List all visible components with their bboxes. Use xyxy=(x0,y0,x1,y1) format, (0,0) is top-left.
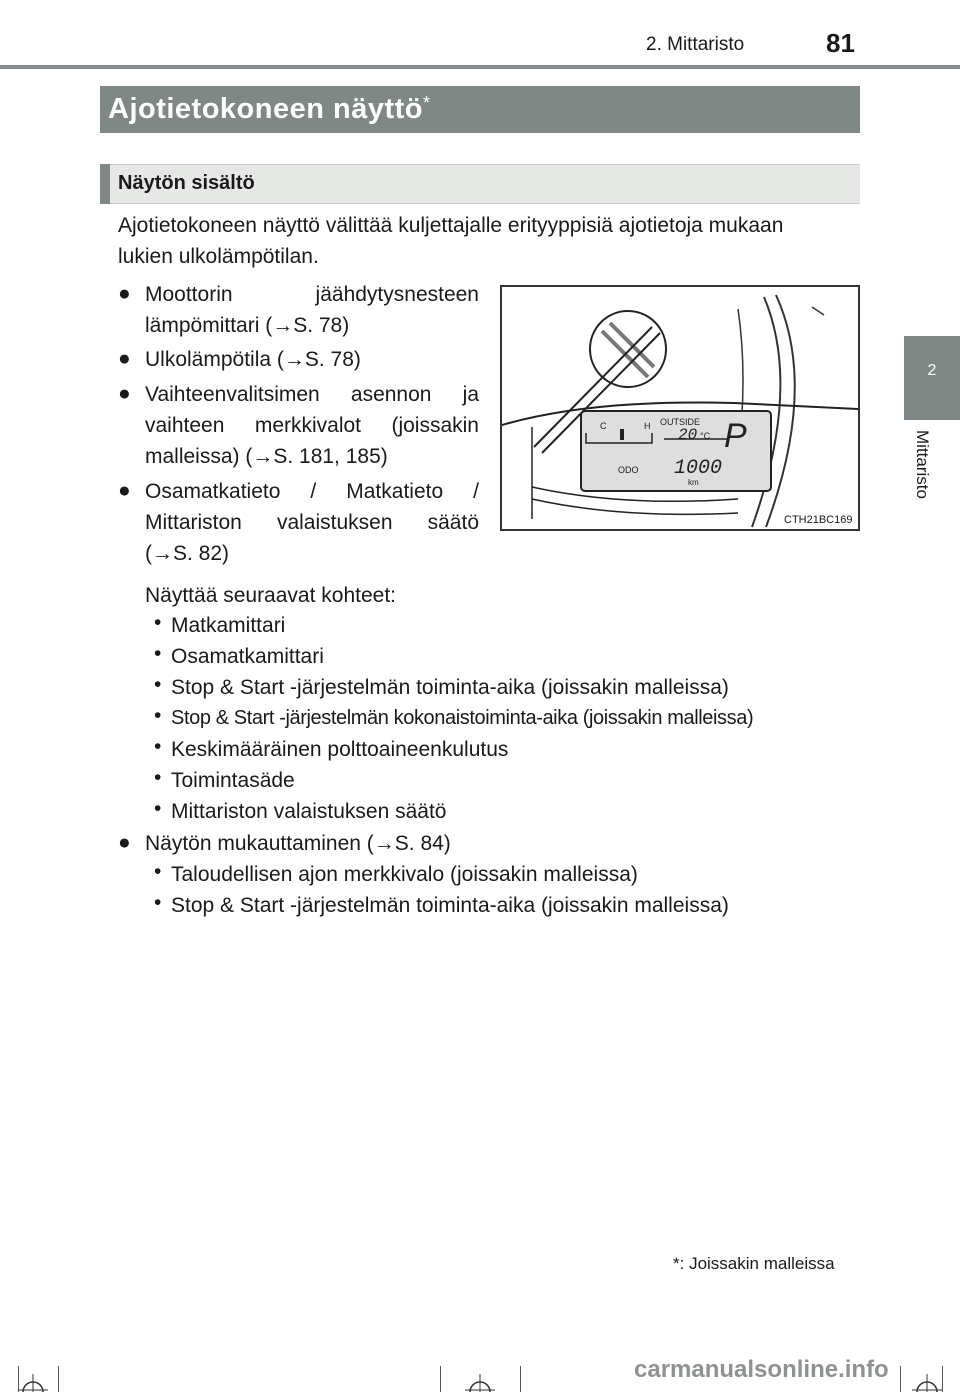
customize-label: Näytön mukauttaminen (→S. 84) xyxy=(145,832,451,855)
crop-mark xyxy=(942,1366,943,1392)
item-3-line-3: malleissa) (→S. 181, 185) xyxy=(145,445,388,468)
temp-c-label: C xyxy=(600,421,607,431)
intro-line-2: lukien ulkolämpötilan. xyxy=(118,245,319,268)
outside-temp: 20 xyxy=(678,426,698,444)
footnote-text: : Joissakin malleissa xyxy=(679,1254,835,1273)
instrument-cluster-figure xyxy=(500,285,860,531)
odo-label: ODO xyxy=(618,465,639,475)
side-tab-label: Mittaristo xyxy=(913,430,932,499)
item-3-line-1: Vaihteenvalitsimen asennon ja xyxy=(145,383,479,406)
chapter-title: 2. Mittaristo xyxy=(646,34,745,55)
page-title xyxy=(108,93,431,126)
shows-item: Mittariston valaistuksen säätö xyxy=(171,800,447,823)
header-divider xyxy=(0,65,960,69)
shows-item: Matkamittari xyxy=(171,614,286,637)
crop-mark xyxy=(520,1366,521,1392)
footnote xyxy=(673,1254,835,1274)
shows-item: Stop & Start -järjestelmän toiminta-aika (joissakin malleissa) xyxy=(171,676,729,699)
item-4-line-3: (→S. 82) xyxy=(145,542,230,565)
shows-item: Stop & Start -järjestelmän kokonaistoiminta-aika (joissakin malleissa) xyxy=(171,707,754,729)
outside-label: OUTSIDE xyxy=(660,417,701,427)
page-title-text: Ajotietokoneen näyttö xyxy=(108,93,424,125)
bullet-icon: ● xyxy=(118,382,131,405)
bullet-icon: ● xyxy=(118,282,131,305)
crop-mark xyxy=(440,1366,441,1392)
side-tab-number: 2 xyxy=(927,362,937,379)
section-heading-accent xyxy=(100,164,110,204)
customize-item: Taloudellisen ajon merkkivalo (joissakin malleissa) xyxy=(171,863,638,886)
list-dot: • xyxy=(154,642,162,665)
title-asterisk: * xyxy=(423,93,431,113)
item-3-line-2: vaihteen merkkivalot (joissakin xyxy=(145,414,479,437)
registration-mark-icon xyxy=(912,1374,942,1392)
odo-unit: km xyxy=(688,478,699,487)
footnote-asterisk: * xyxy=(673,1254,680,1273)
shows-item: Toimintasäde xyxy=(171,769,295,792)
item-1-line-1: Moottorin jäähdytysnesteen xyxy=(145,283,479,306)
bullet-icon: ● xyxy=(118,347,131,370)
registration-mark-icon xyxy=(18,1374,48,1392)
gauge-knob-icon xyxy=(590,311,666,387)
intro-line-1: Ajotietokoneen näyttö välittää kuljettajalle erityyppisiä ajotietoja mukaan xyxy=(118,214,784,237)
side-tab-label-wrap xyxy=(912,430,932,520)
page-number: 81 xyxy=(826,28,855,58)
odo-value: 1000 xyxy=(674,457,723,480)
list-dot: • xyxy=(154,673,162,696)
list-dot: • xyxy=(154,735,162,758)
temp-h-label: H xyxy=(644,421,651,431)
shows-item: Osamatkamittari xyxy=(171,645,324,668)
figure-code: CTH21BC169 xyxy=(784,514,853,526)
bullet-icon: ● xyxy=(118,831,131,854)
list-dot: • xyxy=(154,860,162,883)
item-1-line-2: lämpömittari (→S. 78) xyxy=(145,314,350,337)
crop-mark xyxy=(58,1366,59,1392)
temp-unit: °C xyxy=(700,431,711,441)
list-dot: • xyxy=(154,891,162,914)
gear-indicator: P xyxy=(724,417,747,455)
customize-item: Stop & Start -järjestelmän toiminta-aika (joissakin malleissa) xyxy=(171,894,729,917)
section-heading: Näytön sisältö xyxy=(118,172,255,194)
bullet-icon: ● xyxy=(118,479,131,502)
registration-mark-icon xyxy=(465,1374,495,1392)
list-dot: • xyxy=(154,797,162,820)
shows-item: Keskimääräinen polttoaineenkulutus xyxy=(171,738,509,761)
instrument-cluster-illustration xyxy=(502,287,858,529)
item-2-line-1: Ulkolämpötila (→S. 78) xyxy=(145,348,361,371)
crop-mark xyxy=(900,1366,901,1392)
list-dot: • xyxy=(154,704,162,727)
list-dot: • xyxy=(154,611,162,634)
item-4-line-2: Mittariston valaistuksen säätö xyxy=(145,511,479,534)
item-4-line-1: Osamatkatieto / Matkatieto / xyxy=(145,480,479,503)
list-dot: • xyxy=(154,766,162,789)
shows-intro: Näyttää seuraavat kohteet: xyxy=(145,584,396,607)
watermark: carmanualsonline.info xyxy=(634,1356,889,1383)
